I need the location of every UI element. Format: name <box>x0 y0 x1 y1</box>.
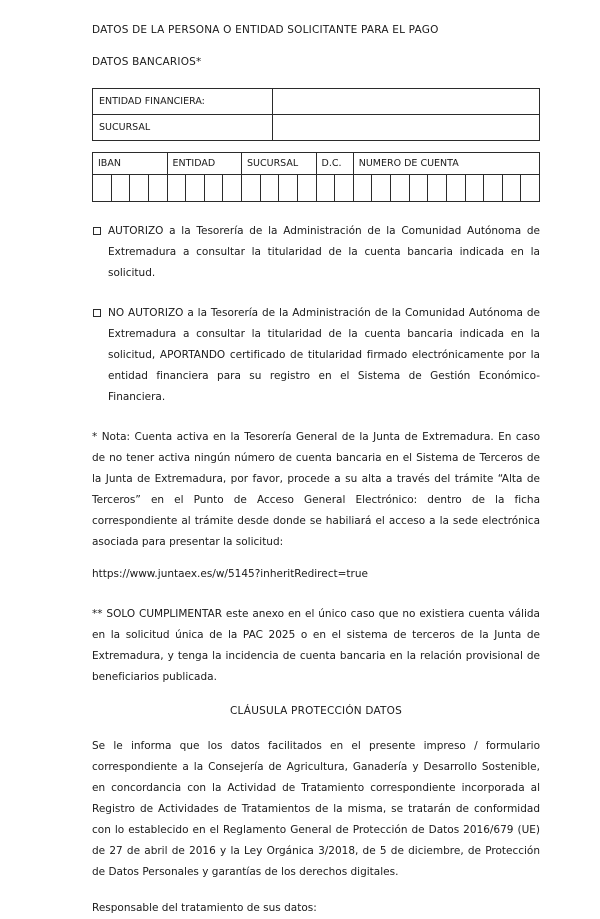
checkbox[interactable] <box>93 227 101 235</box>
iban-header-cell: ENTIDAD <box>167 153 242 175</box>
paragraph-clause-body: Se le informa que los datos facilitados en el presente impreso / formulario correspondiente a la Consejería de Agricultura, Ganadería y Desarrollo Sostenible, en concordancia con la Actividad de Tratamiento correspondiente incorporada al Registro de Actividades de Tratamientos de la misma, se tratarán de conformidad con lo establecido en el Reglamento General de Protección de Datos 2016/679 (UE) de 27 de abril de 2016 y la Ley Orgánica 3/2018, de 5 de diciembre, de Protección de Datos Personales y garantías de los derechos digitales. <box>92 740 540 878</box>
iban-digit-box[interactable] <box>353 175 372 202</box>
checkbox-label: NO AUTORIZO a la Tesorería de la Administración de la Comunidad Autónoma de Extremadura a consultar la titularidad de la cuenta bancaria indicada en la solicitud, APORTANDO certificado de titularidad firmado electrónicamente por la entidad financiera para su registro en el Sistema de Gestión Económico- Financiera. <box>108 307 540 403</box>
iban-digit-box[interactable] <box>223 175 242 202</box>
iban-digit-box[interactable] <box>279 175 298 202</box>
checkbox-label: AUTORIZO a la Tesorería de la Administración de la Comunidad Autónoma de Extremadura a consultar la titularidad de la cuenta bancaria indicada en la solicitud. <box>108 225 540 279</box>
iban-header-row <box>93 153 540 175</box>
iban-digit-box[interactable] <box>446 175 465 202</box>
iban-digit-box[interactable] <box>335 175 354 202</box>
clause-heading: CLÁUSULA PROTECCIÓN DATOS <box>229 705 403 717</box>
iban-header-cell: NUMERO DE CUENTA <box>353 153 539 175</box>
checkbox-paragraph <box>92 303 540 408</box>
iban-digit-box[interactable] <box>148 175 167 202</box>
iban-table <box>92 152 540 202</box>
iban-digit-box[interactable] <box>316 175 335 202</box>
bank-table-row <box>93 115 540 141</box>
bank-row-value-cell[interactable] <box>273 115 540 141</box>
iban-digit-box[interactable] <box>502 175 521 202</box>
iban-digit-box[interactable] <box>260 175 279 202</box>
bank-table-row <box>93 89 540 115</box>
bank-row-value-cell[interactable] <box>273 89 540 115</box>
checkbox[interactable] <box>93 309 101 317</box>
checkbox-group <box>92 221 540 408</box>
iban-digit-box[interactable] <box>465 175 484 202</box>
link-url[interactable]: https://www.juntaex.es/w/5145?inheritRedirect=true <box>92 568 368 580</box>
section-title-datos-bancarios: DATOS BANCARIOS* <box>92 56 202 68</box>
iban-digit-box[interactable] <box>484 175 503 202</box>
paragraph-nota: * Nota: Cuenta activa en la Tesorería General de la Junta de Extremadura. En caso de no tener activa ningún número de cuenta bancaria en el Sistema de Terceros de la Junta de Extremadura, por favor, procede a su alta a través del trámite “Alta de Terceros” en el Punto de Acceso General Electrónico: dentro de la ficha correspondiente al trámite desde donde se habiliará el acceso a la sede electrónica asociada para presentar la solicitud: <box>92 431 540 548</box>
iban-header-cell: IBAN <box>93 153 168 175</box>
iban-digit-box[interactable] <box>391 175 410 202</box>
bank-data-table <box>92 88 540 141</box>
iban-digit-box[interactable] <box>111 175 130 202</box>
iban-digit-box[interactable] <box>167 175 186 202</box>
paragraph-responsable: Responsable del tratamiento de sus datos: <box>92 902 317 914</box>
iban-header-cell: SUCURSAL <box>242 153 317 175</box>
paragraph-solo-cumplimentar: ** SOLO CUMPLIMENTAR este anexo en el único caso que no existiera cuenta válida en la solicitud única de la PAC 2025 o en el sistema de terceros de la Junta de Extremadura, y tenga la incidencia de cuenta bancaria en la relación provisional de beneficiarios publicada. <box>92 608 540 683</box>
document-page <box>92 24 540 919</box>
iban-digit-box[interactable] <box>521 175 540 202</box>
iban-digit-box[interactable] <box>297 175 316 202</box>
iban-digit-box[interactable] <box>93 175 112 202</box>
bank-row-label: SUCURSAL <box>93 115 273 141</box>
iban-digit-box[interactable] <box>130 175 149 202</box>
iban-digit-box[interactable] <box>242 175 261 202</box>
bank-row-label: ENTIDAD FINANCIERA: <box>93 89 273 115</box>
iban-digit-box[interactable] <box>186 175 205 202</box>
iban-box-row <box>93 175 540 202</box>
iban-header-cell: D.C. <box>316 153 353 175</box>
checkbox-paragraph <box>92 221 540 284</box>
iban-digit-box[interactable] <box>204 175 223 202</box>
bank-table-body <box>93 89 540 141</box>
iban-digit-box[interactable] <box>372 175 391 202</box>
page-title: DATOS DE LA PERSONA O ENTIDAD SOLICITANTE PARA EL PAGO <box>92 24 439 36</box>
iban-digit-box[interactable] <box>409 175 428 202</box>
iban-digit-box[interactable] <box>428 175 447 202</box>
